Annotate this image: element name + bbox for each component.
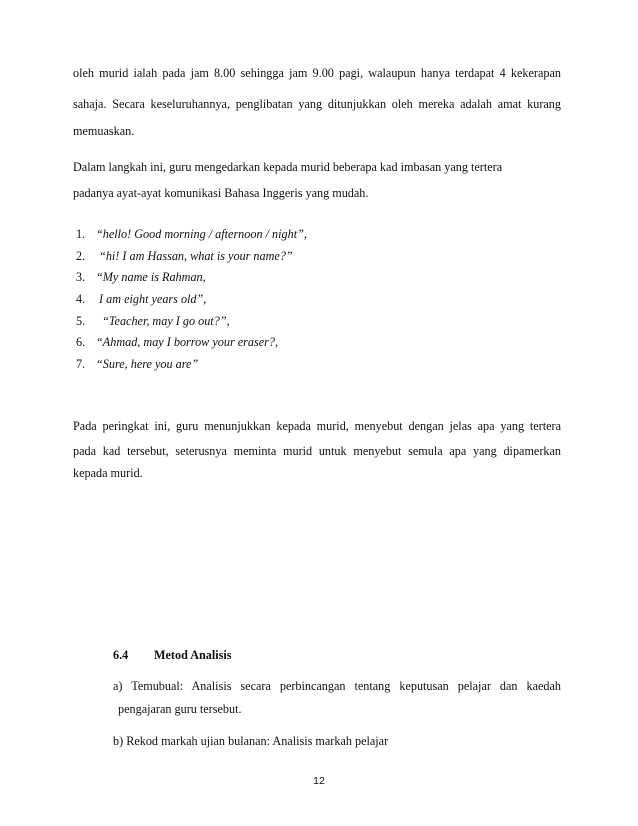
paragraph-line: padanya ayat-ayat komunikasi Bahasa Inggeris yang mudah.	[73, 186, 369, 200]
section-heading	[113, 648, 232, 663]
list-text: “Ahmad, may I borrow your eraser?,	[96, 335, 279, 349]
list-item	[76, 335, 278, 350]
list-item	[76, 227, 307, 242]
list-number: 5.	[76, 314, 86, 328]
list-number: 3.	[76, 270, 86, 284]
list-text: “hi! I am Hassan, what is your name?”	[96, 249, 293, 263]
paragraph-line: pada kad tersebut, seterusnya meminta murid untuk menyebut semula apa yang dipamerkan	[73, 444, 561, 458]
paragraph-line: memuaskan.	[73, 124, 135, 138]
list-number: 1.	[76, 227, 86, 241]
paragraph-line: Dalam langkah ini, guru mengedarkan kepada murid beberapa kad imbasan yang tertera	[73, 160, 503, 174]
analysis-item-b: b) Rekod markah ujian bulanan: Analisis markah pelajar	[113, 734, 389, 748]
paragraph-line: sahaja. Secara keseluruhannya, penglibatan yang ditunjukkan oleh mereka adalah amat kurang	[73, 97, 561, 111]
list-item	[76, 270, 206, 285]
paragraph-line: Pada peringkat ini, guru menunjukkan kepada murid, menyebut dengan jelas apa yang tertera	[73, 419, 561, 433]
list-text: I am eight years old”,	[96, 292, 207, 306]
paragraph-line: oleh murid ialah pada jam 8.00 sehingga jam 9.00 pagi, walaupun hanya terdapat 4 kekerapan	[73, 66, 561, 80]
list-item	[76, 292, 206, 307]
list-text: “My name is Rahman,	[96, 270, 206, 284]
item-line: pengajaran guru tersebut.	[118, 702, 242, 716]
list-text: “Sure, here you are”	[96, 357, 199, 371]
list-text: “Teacher, may I go out?”,	[96, 314, 230, 328]
list-number: 7.	[76, 357, 86, 371]
section-title: Metod Analisis	[154, 648, 232, 662]
paragraph-line: kepada murid.	[73, 466, 143, 480]
item-line: a) Temubual: Analisis secara perbincangan tentang keputusan pelajar dan kaedah	[113, 679, 561, 693]
list-text: “hello! Good morning / afternoon / night”,	[96, 227, 307, 241]
list-item	[76, 314, 230, 329]
list-number: 2.	[76, 249, 86, 263]
section-number: 6.4	[113, 648, 129, 662]
list-number: 4.	[76, 292, 86, 306]
list-item	[76, 249, 293, 264]
list-item	[76, 357, 198, 372]
list-number: 6.	[76, 335, 86, 349]
page-number: 12	[313, 775, 325, 787]
